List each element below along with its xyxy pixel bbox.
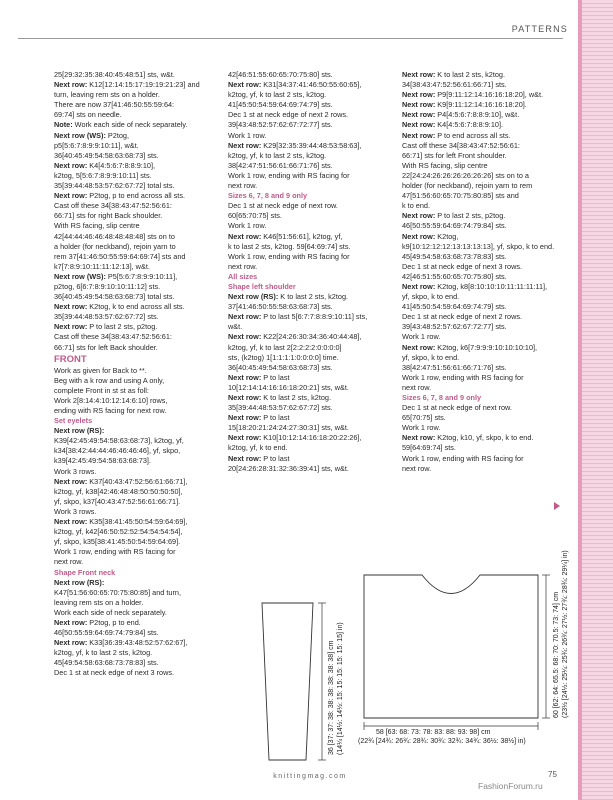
row-text: ending with RS facing for next row. — [54, 406, 167, 415]
row-text: k2tog, yf, k to last 2 sts, k2tog. — [228, 150, 327, 160]
row-text: P to last — [261, 413, 290, 423]
row-label: Next row: — [54, 302, 88, 312]
row-text: Work 2[8:14:4:10:12:14:6:10] rows, — [54, 395, 168, 405]
row-label: Next row: — [402, 281, 436, 291]
row-text: next row. — [402, 382, 432, 392]
row-text: There are now 37[41:46:50:55:59:64: — [54, 100, 175, 110]
row-text: Work 3 rows. — [54, 506, 97, 516]
row-label: Next row: — [54, 638, 88, 648]
row-text: P2tog, p to end across all sts. — [87, 191, 185, 201]
row-text: K4[4:5:6:7:8:8:9:10]. — [435, 120, 503, 130]
row-text: Work 1 row, ending with RS facing for — [54, 547, 176, 557]
row-text: K47[51:56:60:65:70:75:80:85] and turn, — [54, 587, 181, 597]
row-text: 36[40:45:49:54:58:63:68:73] sts. — [228, 362, 333, 372]
row-label: Next row: — [228, 80, 262, 90]
row-text: Work 1 row. — [402, 332, 441, 342]
row-text: K to last 2 sts, k2tog. — [278, 292, 349, 302]
row-label: Next row: — [402, 100, 436, 110]
row-text: 59[64:69:74] sts. — [402, 443, 456, 453]
row-label: Next row: — [228, 393, 262, 402]
row-text: K2tog, k to end across all sts. — [87, 302, 185, 312]
row-text: Dec 1 st at neck edge of next 2 rows. — [402, 312, 523, 322]
row-label: Next row: — [228, 231, 262, 241]
row-text: yf, skpo, k37[40:43:47:52:56:61:66:71]. — [54, 496, 181, 506]
row-text: Work 1 row, ending with RS facing for — [228, 170, 350, 180]
row-text: 42[46:51:55:60:65:70:75:80] sts. — [402, 271, 507, 281]
row-label: Next row: — [228, 413, 262, 423]
row-text: k to end. — [402, 201, 430, 211]
row-label: Next row: — [54, 191, 88, 201]
row-text: 42[46:51:55:60:65:70:75:80] sts. — [228, 70, 333, 79]
row-text: P2tog, p to end. — [87, 617, 141, 627]
row-text: Work each side of neck separately. — [54, 607, 167, 617]
row-text: Dec 1 st at neck edge of next 3 rows. — [54, 668, 175, 678]
row-text: Dec 1 st at neck edge of next 2 rows. — [228, 110, 349, 120]
row-text: Work 1 row. — [228, 221, 267, 231]
row-text: 45[49:54:58:63:68:73:78:83] sts. — [402, 251, 507, 261]
section-label: PATTERNS — [511, 24, 568, 34]
body-length-in: (23½ [24½: 25¼: 25¾: 26¾: 27½: 27¾: 28¾: 29¼] in) — [562, 550, 569, 718]
row-text: K2tog, k10, yf, skpo, k to end. — [435, 433, 534, 443]
row-label: Next row: — [402, 120, 436, 130]
row-text: P2tog, — [105, 130, 130, 140]
row-text: P4[4:5:6:7:8:8:9:10], w&t. — [435, 110, 520, 120]
row-text: Cast off these 34[38:43:47:52:56:61: — [54, 201, 172, 211]
row-text: Dec 1 st at neck edge of next row. — [402, 403, 512, 413]
subheading: Shape left shoulder — [228, 281, 296, 291]
row-text: 10[12:14:14:16:16:18:20:21] sts, w&t. — [228, 382, 349, 392]
row-text: K12[12:14:15:17:19:19:21:23] and — [87, 80, 200, 90]
watermark: FashionForum.ru — [478, 781, 543, 791]
subheading: Sizes 6, 7, 8 and 9 only — [228, 191, 308, 201]
body-length-cm: 60 [62: 64: 65.5: 68: 70: 70.5: 73: 74] cm — [553, 591, 560, 718]
row-text: With RS facing, slip centre — [402, 160, 488, 170]
row-label: Next row: — [228, 453, 262, 463]
row-text: K4[4:5:6:7:8:8:9:10], — [87, 160, 155, 170]
row-label: Next row (WS): — [54, 271, 106, 281]
footer-site: knittingmag.com — [273, 773, 347, 780]
subheading: Shape Front neck — [54, 567, 116, 577]
row-label: Next row (RS): — [228, 292, 279, 302]
row-text: w&t. — [228, 322, 243, 332]
row-label: Next row: — [54, 80, 88, 90]
row-text: k39[42:45:49:54:58:63:68:73]. — [54, 456, 151, 466]
row-label: Next row: — [402, 342, 436, 352]
row-text: rem 37[41:46:50:55:59:64:69:74] sts and — [54, 251, 186, 261]
row-text: P5[5:6:7:8:9:9:10:11], — [105, 271, 178, 281]
row-text: yf, skpo, k to end. — [402, 292, 460, 302]
row-text: Beg with a k row and using A only, — [54, 375, 165, 385]
row-text: p5[5:6:7:8:9:9:10:11], w&t. — [54, 140, 139, 150]
row-text: 35[39:44:48:53:57:62:67:72] sts. — [54, 312, 159, 322]
row-text: next row. — [54, 557, 84, 567]
row-text: 39[43:48:52:57:62:67:72:77] sts. — [402, 322, 507, 332]
row-text: 37[41:46:50:55:58:63:68:73] sts. — [228, 302, 333, 312]
row-label: Next row: — [228, 372, 262, 382]
row-text: K33[36:39:43:48:52:57:62:67], — [87, 638, 188, 648]
row-label: Next row: — [402, 211, 436, 221]
row-text: 66:71] sts for left Front shoulder. — [402, 150, 507, 160]
row-text: 20[24:26:28:31:32:36:39:41] sts, w&t. — [228, 463, 349, 473]
page-number: 75 — [548, 770, 557, 779]
row-text: k2tog, yf, k42[46:50:52:52:54:54:54:54], — [54, 527, 183, 537]
row-text: sts, (k2tog) 1[1:1:1:1:0:0:0:0] time. — [228, 352, 339, 362]
sleeve-outline — [262, 603, 313, 760]
row-text: 36[40:45:49:54:58:63:68:73] sts. — [54, 150, 159, 160]
row-text: 35[39:44:48:53:57:62:67:72] sts. — [228, 403, 333, 413]
row-text: K2tog, k6[7:9:9:9:10:10:10:10], — [435, 342, 538, 352]
row-text: a holder (for neckband), rejoin yarn to — [54, 241, 176, 251]
row-text: Dec 1 st at neck edge of next row. — [228, 201, 338, 211]
row-text: 42[44:44:46:46:48:48:48:48] sts on to — [54, 231, 175, 241]
subheading: Sizes 6, 7, 8 and 9 only — [402, 393, 482, 402]
row-label: Next row: — [54, 517, 88, 527]
row-text: 25[29:32:35:38:40:45:48:51] sts, w&t. — [54, 70, 175, 79]
row-label: Next row: — [402, 130, 436, 140]
row-text: P to last 2 sts, p2tog. — [87, 322, 158, 332]
row-text: Work 1 row. — [228, 130, 267, 140]
row-text: 46[50:55:59:64:69:74:79:84] sts. — [54, 628, 159, 638]
row-label: Next row: — [402, 231, 436, 241]
row-text: Work 1 row. — [402, 423, 441, 433]
row-text: P to last 5[6:7:7:8:8:9:10:11] sts, — [261, 312, 368, 322]
row-text: 47[51:56:60:65:70:75:80:85] sts and — [402, 191, 519, 201]
row-text: next row. — [402, 463, 432, 473]
row-text: Dec 1 st at neck edge of next 3 rows. — [402, 261, 523, 271]
row-text: 39[43:48:52:57:62:67:72:77] sts. — [228, 120, 333, 130]
body-outline — [364, 575, 538, 718]
row-text: 41[45:50:54:59:64:69:74:79] sts. — [402, 302, 507, 312]
row-text: Cast off these 34[38:43:47:52:56:61: — [402, 140, 520, 150]
row-text: K39[42:45:49:54:58:63:68:73], k2tog, yf, — [54, 436, 184, 446]
row-text: p2tog, 6[6:7:8:9:10:10:11:12] sts. — [54, 281, 161, 291]
row-text: 45[49:54:58:63:68:73:78:83] sts. — [54, 658, 159, 668]
row-label: Next row (RS): — [54, 577, 105, 587]
sleeve-label-cm: 36 [37: 37: 38: 38: 38: 38: 38: 38] cm — [328, 640, 335, 755]
row-text: 22[24:24:26:26:26:26:26:26] sts on to a — [402, 170, 529, 180]
row-text: 41[45:50:54:59:64:69:74:79] sts. — [228, 100, 333, 110]
row-text: next row. — [228, 261, 258, 271]
row-text: Cast off these 34[38:43:47:52:56:61: — [54, 332, 172, 342]
row-text: P to last — [261, 372, 290, 382]
row-text: 36[40:45:49:54:58:63:68:73] total sts. — [54, 292, 175, 302]
row-text: K35[38:41:45:50:54:59:64:69], — [87, 517, 188, 527]
subheading: All sizes — [228, 271, 258, 281]
row-text: holder (for neckband), rejoin yarn to rem — [402, 181, 533, 191]
row-text: 34[38:43:47:52:56:61:66:71] sts. — [402, 80, 507, 90]
row-text: k to last 2 sts, k2tog. 59[64:69:74] sts. — [228, 241, 351, 251]
row-label: Next row: — [54, 617, 88, 627]
row-text: K2tog, k8[8:10:10:10:11:11:11:11], — [435, 281, 548, 291]
row-text: Work as given for Back to **. — [54, 365, 147, 375]
row-text: yf, skpo, k to end. — [402, 352, 460, 362]
body-width-cm: 58 [63: 68: 73: 78: 83: 88: 93: 98] cm — [376, 729, 491, 736]
row-text: P to last — [261, 453, 290, 463]
row-text: Work each side of neck separately. — [72, 120, 188, 130]
row-label: Next row: — [228, 332, 262, 342]
row-text: k2tog, yf, k to last 2[2:2:2:2:0:0:0:0] — [228, 342, 342, 352]
row-label: Next row (WS): — [54, 130, 106, 140]
row-text: P9[9:11:12:14:16:16:18:20], w&t. — [435, 90, 544, 100]
section-heading: FRONT — [54, 353, 87, 365]
body-width-in: (22¾ [24¾: 26¾: 28¾: 30¾: 32¾: 34¾: 36½: 38½] in) — [358, 738, 526, 745]
row-text: K31[34:37:41:46:50:55:60:65], — [261, 80, 362, 90]
row-text: K46[51:56:61], k2tog, yf, — [261, 231, 343, 241]
row-text: Work 1 row, ending with RS facing for — [228, 251, 350, 261]
row-text: 60[65:70:75] sts. — [228, 211, 282, 221]
row-text: K10[10:12:14:16:18:20:22:26], — [261, 433, 362, 443]
row-text: leaving rem sts on a holder. — [54, 597, 144, 607]
row-label: Next row: — [54, 322, 88, 332]
row-text: k34[38:42:44:44:46:46:46:46], yf, skpo, — [54, 446, 181, 456]
row-text: 65[70:75] sts. — [402, 413, 446, 423]
row-label: Note: — [54, 120, 73, 130]
row-text: With RS facing, slip centre — [54, 221, 140, 231]
row-label: Next row: — [402, 433, 436, 443]
row-text: turn, leaving rem sts on a holder. — [54, 90, 160, 100]
row-text: k2tog, 5[5:6:7:8:9:9:10:11] sts. — [54, 170, 152, 180]
row-text: P to end across all sts. — [435, 130, 511, 140]
row-text: K22[24:26:30:34:36:40:44:48], — [261, 332, 362, 342]
row-label: Next row: — [402, 70, 436, 79]
row-label: Next row: — [54, 476, 88, 486]
row-label: Next row: — [228, 312, 262, 322]
row-text: P to last 2 sts, p2tog. — [435, 211, 506, 221]
row-label: Next row: — [54, 160, 88, 170]
row-text: k9[10:12:12:12:13:13:13:13], yf, skpo, k to end. — [402, 241, 555, 251]
row-text: Work 1 row, ending with RS facing for — [402, 453, 524, 463]
row-text: 15[18:20:21:24:24:27:30:31] sts, w&t. — [228, 423, 349, 433]
row-label: Next row: — [402, 110, 436, 120]
row-text: 66:71] sts for left Back shoulder. — [54, 342, 158, 352]
row-label: Next row: — [402, 90, 436, 100]
row-text: K9[9:11:12:14:16:16:18:20]. — [435, 100, 527, 110]
row-label: Next row: — [228, 140, 262, 150]
row-text: complete Front in st st as foll: — [54, 385, 149, 395]
row-text: K37[40:43:47:52:56:61:66:71], — [87, 476, 188, 486]
row-label: Next row: — [228, 433, 262, 443]
row-text: K29[32:35:39:44:48:53:58:63], — [261, 140, 362, 150]
row-label: Next row (RS): — [54, 426, 105, 436]
subheading: Set eyelets — [54, 416, 93, 426]
row-text: K2tog, — [435, 231, 459, 241]
row-text: next row. — [228, 181, 258, 191]
row-text: 69:74] sts on needle. — [54, 110, 122, 120]
row-text: k2tog, yf, k to end. — [228, 443, 288, 453]
sleeve-label-in: (14¼ [14½: 14½: 15: 15: 15: 15: 15: 15] in) — [337, 622, 344, 755]
row-text: Work 1 row, ending with RS facing for — [402, 372, 524, 382]
row-text: k2tog, yf, k to last 2 sts, k2tog. — [54, 648, 153, 658]
row-text: 66:71] sts for right Back shoulder. — [54, 211, 163, 221]
row-text: 46[50:55:59:64:69:74:79:84] sts. — [402, 221, 507, 231]
row-text: k7[7:8:9:10:11:11:12:13], w&t. — [54, 261, 150, 271]
row-text: K to last 2 sts, k2tog. — [435, 70, 506, 79]
row-text: k2tog, yf, k38[42:46:48:48:50:50:50:50], — [54, 486, 183, 496]
row-text: 38[42:47:51:56:61:66:71:76] sts. — [402, 362, 507, 372]
row-text: Work 3 rows. — [54, 466, 97, 476]
row-text: k2tog, yf, k to last 2 sts, k2tog. — [228, 90, 327, 100]
row-text: K to last 2 sts, k2tog. — [261, 393, 332, 402]
row-text: 35[39:44:48:53:57:62:67:72] total sts. — [54, 181, 175, 191]
row-text: 38[42:47:51:56:61:66:71:76] sts. — [228, 160, 333, 170]
row-text: yf, skpo, k35[38:41:45:50:54:59:64:69]. — [54, 537, 181, 547]
